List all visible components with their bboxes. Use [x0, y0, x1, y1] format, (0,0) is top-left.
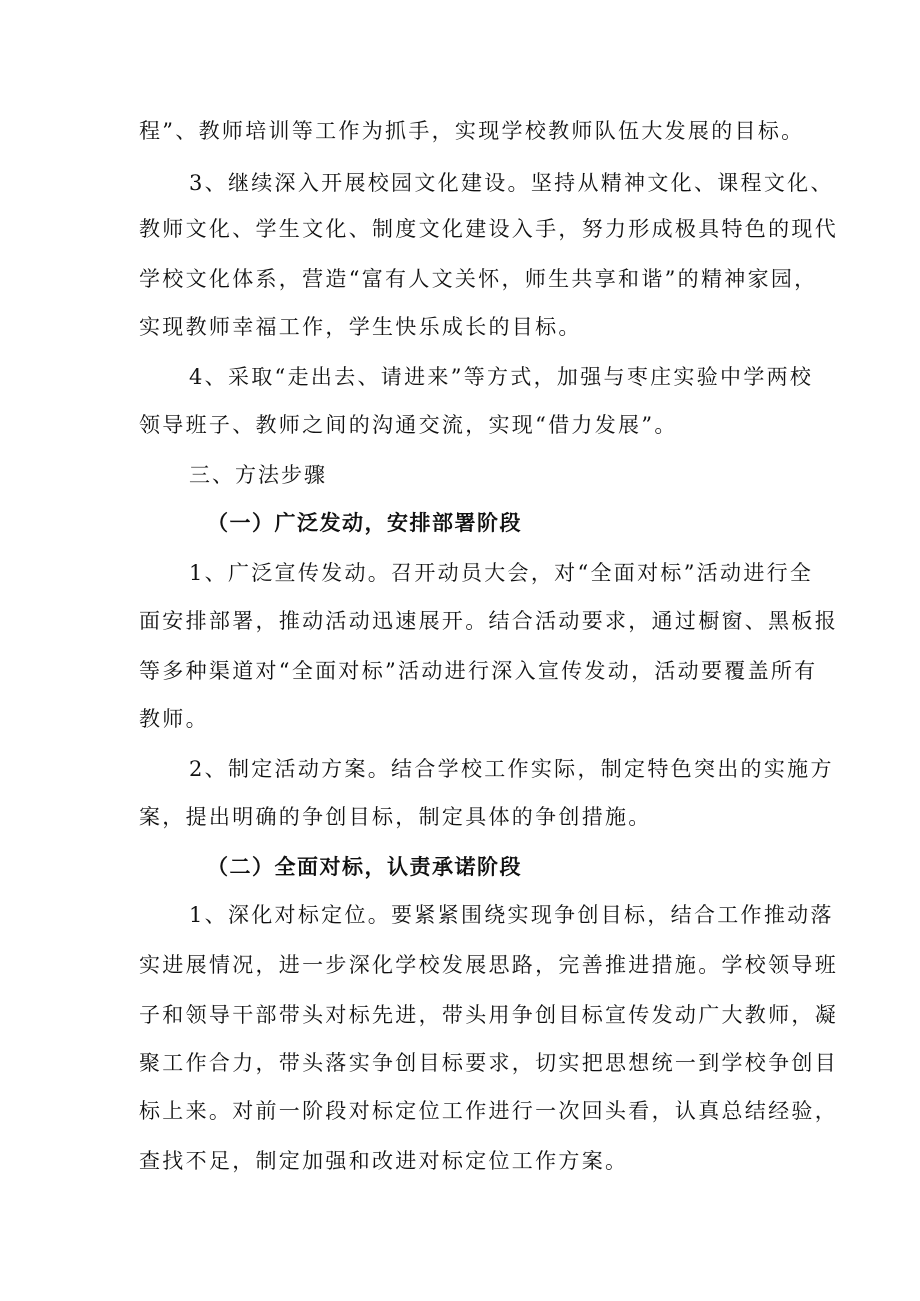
paragraph-line: 子和领导干部带头对标先进，带头用争创目标宣传发动广大教师，凝 — [139, 1003, 838, 1027]
paragraph-line: 查找不足，制定加强和改进对标定位工作方案。 — [139, 1149, 629, 1173]
subsection-heading: （二）全面对标，认责承诺阶段 — [207, 854, 522, 879]
paragraph-line: 3、继续深入开展校园文化建设。坚持从精神文化、课程文化、 — [189, 171, 834, 195]
paragraph-line: 面安排部署，推动活动迅速展开。结合活动要求，通过橱窗、黑板报 — [139, 609, 838, 633]
paragraph-line: 聚工作合力，带头落实争创目标要求，切实把思想统一到学校争创目 — [139, 1051, 838, 1075]
paragraph-line: 实进展情况，进一步深化学校发展思路，完善推进措施。学校领导班 — [139, 953, 838, 977]
paragraph-line: 教师。 — [139, 707, 209, 731]
paragraph-line: 等多种渠道对“全面对标”活动进行深入宣传发动，活动要覆盖所有 — [139, 659, 818, 683]
paragraph-line: 1、深化对标定位。要紧紧围绕实现争创目标，结合工作推动落 — [189, 903, 834, 927]
paragraph-line: 教师文化、学生文化、制度文化建设入手，努力形成极具特色的现代 — [139, 217, 838, 241]
paragraph-line: 标上来。对前一阶段对标定位工作进行一次回头看，认真总结经验， — [139, 1099, 838, 1123]
paragraph-line: 4、采取“走出去、请进来”等方式，加强与枣庄实验中学两校 — [189, 365, 814, 389]
paragraph-line: 程”、教师培训等工作为抓手，实现学校教师队伍大发展的目标。 — [139, 119, 805, 143]
paragraph-line: 2、制定活动方案。结合学校工作实际，制定特色突出的实施方 — [189, 757, 834, 781]
section-heading: 三、方法步骤 — [189, 463, 327, 487]
paragraph-line: 领导班子、教师之间的沟通交流，实现“借力发展”。 — [139, 413, 678, 437]
subsection-heading: （一）广泛发动，安排部署阶段 — [207, 510, 522, 535]
paragraph-line: 案，提出明确的争创目标，制定具体的争创措施。 — [139, 805, 652, 829]
paragraph-line: 学校文化体系，营造“富有人文关怀，师生共享和谐”的精神家园， — [139, 267, 818, 291]
paragraph-line: 实现教师幸福工作，学生快乐成长的目标。 — [139, 315, 582, 339]
paragraph-line: 1、广泛宣传发动。召开动员大会，对“全面对标”活动进行全 — [189, 561, 814, 585]
